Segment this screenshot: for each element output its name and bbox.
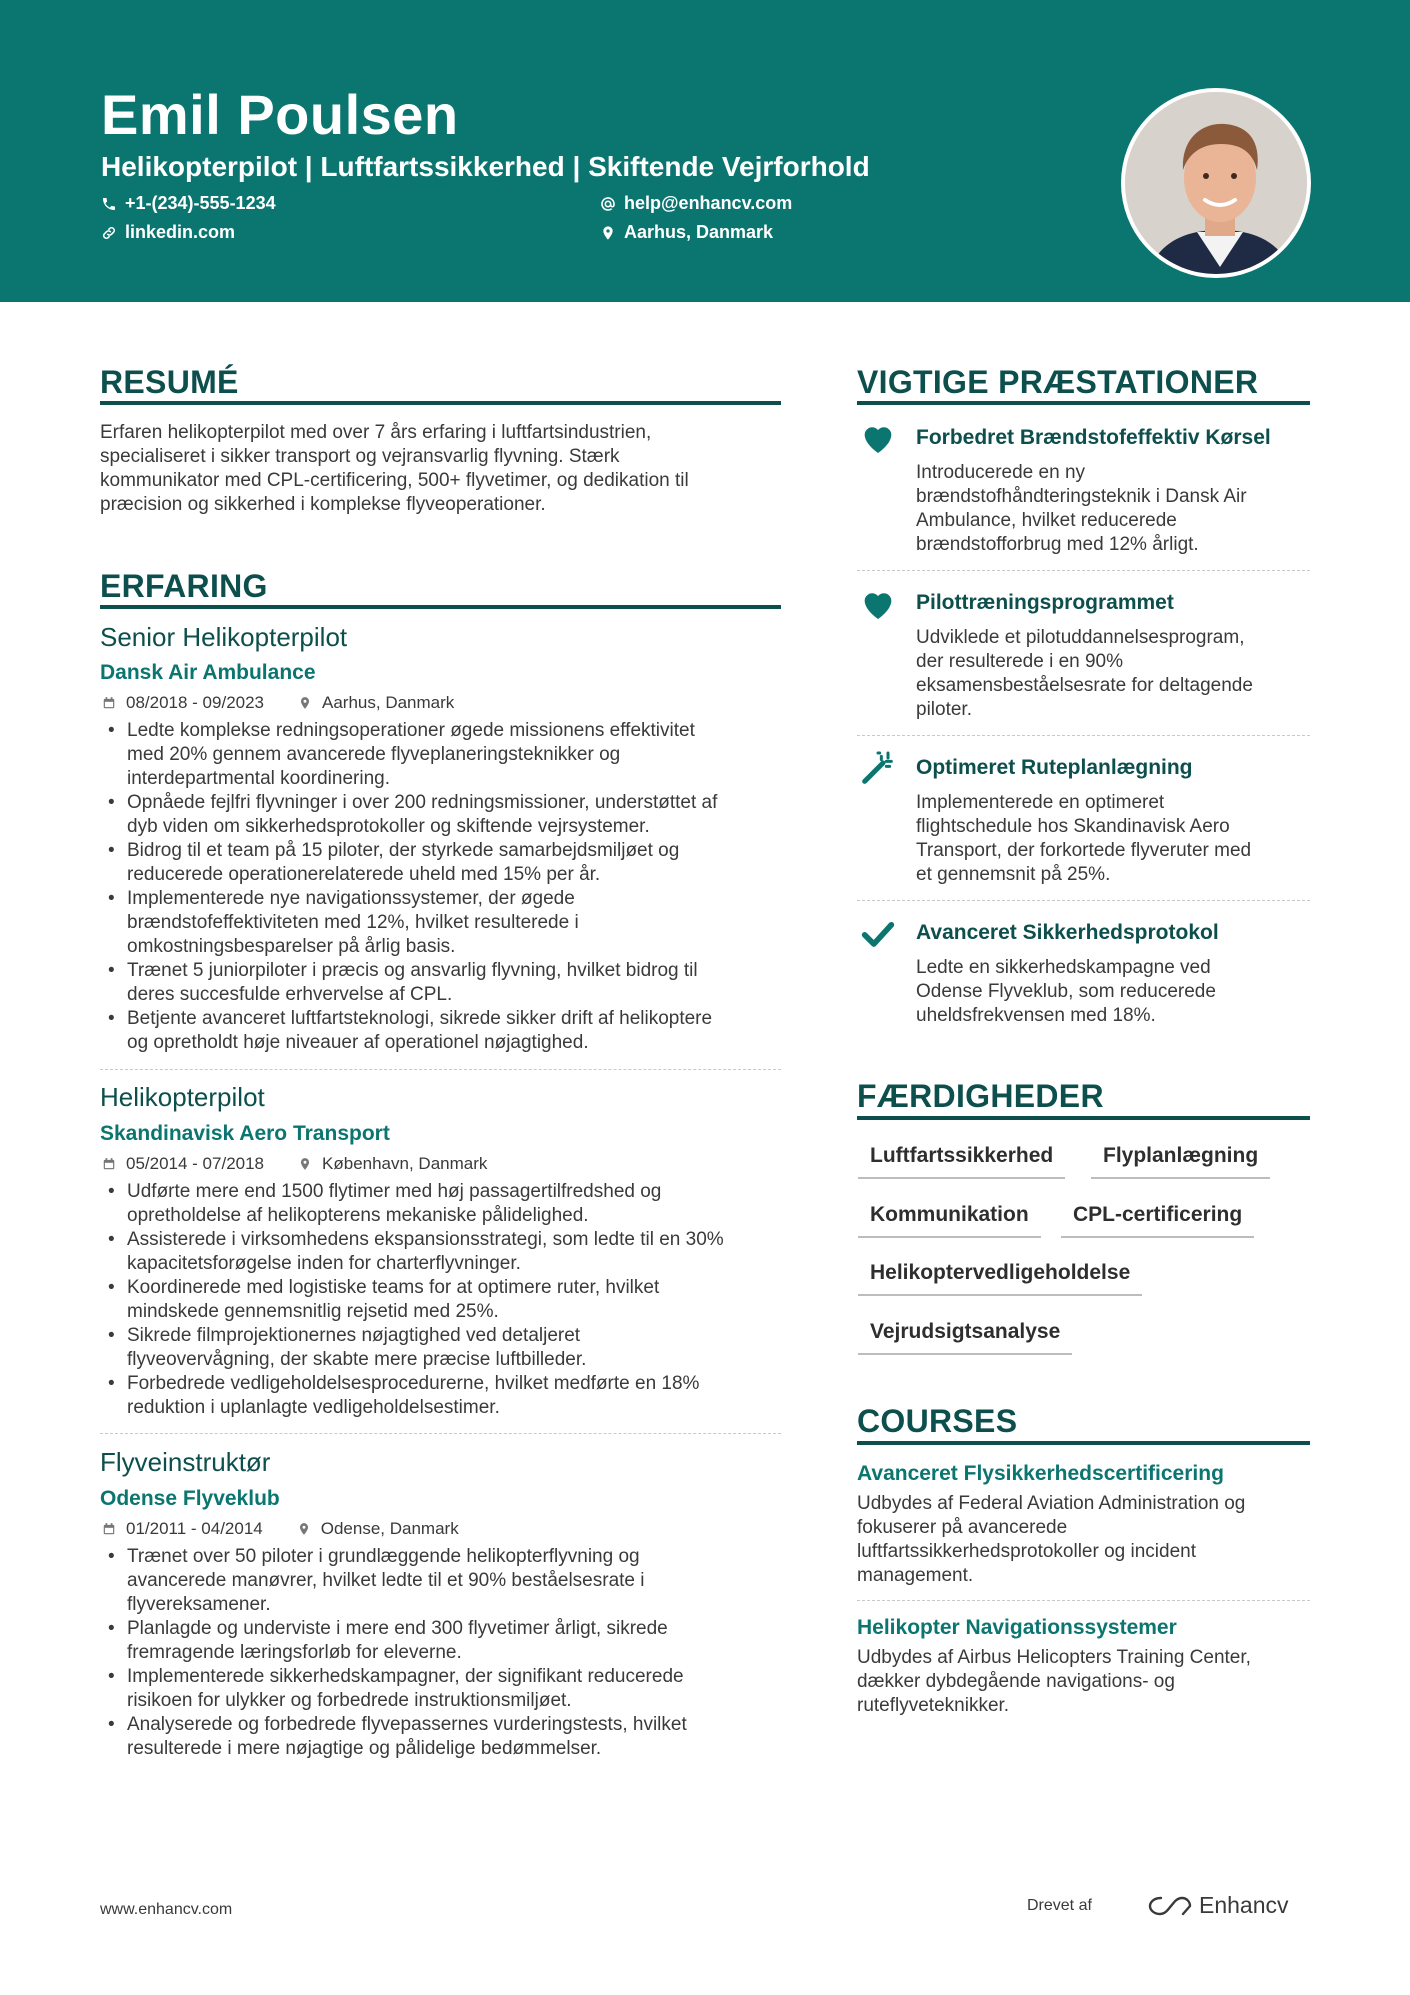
- linkedin-text[interactable]: linkedin.com: [125, 222, 236, 242]
- achievement-divider: [857, 735, 1310, 736]
- job-company: Odense Flyveklub: [100, 1487, 280, 1510]
- candidate-headline: Helikopterpilot | Luftfartssikkerhed | Skiftende Vejrforhold: [101, 151, 870, 182]
- job-company: Skandinavisk Aero Transport: [100, 1122, 390, 1145]
- footer-website[interactable]: www.enhancv.com: [100, 1901, 233, 1918]
- job-bullets: [100, 719, 790, 1055]
- job-role: Helikopterpilot: [100, 1082, 265, 1112]
- job-bullet: • Trænet 5 juniorpiloter i præcis og ansvarlig flyvning, hvilket bidrog til deres succesfulde erhvervelse af CPL.: [100, 959, 790, 1007]
- calendar-icon: [102, 1522, 116, 1536]
- portrait-image: [1125, 92, 1311, 278]
- skills-section-rule: [857, 1116, 1310, 1120]
- job-meta: [102, 1154, 487, 1174]
- calendar-icon: [102, 1157, 116, 1171]
- job-location: Aarhus, Danmark: [322, 693, 455, 712]
- enhancv-logo-icon: [1147, 1894, 1193, 1918]
- skill-tag: Vejrudsigtsanalyse: [858, 1315, 1072, 1355]
- achievements-section-rule: [857, 401, 1310, 405]
- enhancv-logo-text: Enhancv: [1199, 1892, 1289, 1918]
- location-pin-icon: [298, 696, 312, 710]
- summary-text: [100, 421, 689, 517]
- heart-icon: [857, 584, 899, 624]
- job-location: Odense, Danmark: [320, 1519, 459, 1538]
- location-pin-icon: [297, 1522, 311, 1536]
- job-bullet: • Analyserede og forbedrede flyvepassernes vurderingstests, hvilket resulterede i mere nøjagtige og pålidelige bedømmelser.: [100, 1713, 790, 1761]
- calendar-icon: [102, 696, 116, 710]
- at-icon: [600, 196, 616, 212]
- checkmark-icon: [857, 914, 899, 954]
- job-meta: [102, 693, 454, 713]
- job-divider: [100, 1433, 781, 1434]
- job-bullet: • Sikrede filmprojektionernes nøjagtighed ved detaljeret flyveovervågning, der skabte mere præcise luftbilleder.: [100, 1324, 790, 1372]
- job-bullet: • Bidrog til et team på 15 piloter, der styrkede samarbejdsmiljøet og reducerede operationerelaterede uheld med 15% per år.: [100, 839, 790, 887]
- course-description: Udbydes af Federal Aviation Administration og fokuserer på avancerede luftfartssikkerhedsprotokoller og incident management.: [857, 1493, 1246, 1586]
- job-role: Senior Helikopterpilot: [100, 622, 348, 652]
- email-text[interactable]: help@enhancv.com: [624, 193, 793, 213]
- job-dates: 08/2018 - 09/2023: [126, 693, 265, 712]
- summary-line: præcision og sikkerhed i komplekse flyveoperationer.: [100, 494, 546, 515]
- achievement-description: Ledte en sikkerhedskampagne ved Odense Flyveklub, som reducerede uheldsfrekvensen med 18%.: [916, 957, 1216, 1026]
- achievement-title: Avanceret Sikkerhedsprotokol: [916, 921, 1219, 944]
- contact-email[interactable]: [600, 193, 792, 214]
- job-bullet: • Assisterede i virksomhedens ekspansionsstrategi, som ledte til en 30% kapacitetsforøgelse inden for charterflyvninger.: [100, 1228, 790, 1276]
- job-bullet: • Implementerede nye navigationssystemer, der øgede brændstofeffektiviteten med 12%, hvilket resulterede i omkostningsbesparelser på årlig basis.: [100, 887, 790, 959]
- job-bullets: [100, 1545, 790, 1761]
- contact-phone: [101, 193, 276, 214]
- job-bullet: • Betjente avanceret luftfartsteknologi, sikrede sikker drift af helikoptere og opretholdt høje niveauer af operationel nøjagtighed.: [100, 1007, 790, 1055]
- magic-wand-icon: [857, 748, 899, 788]
- skill-tag: CPL-certificering: [1061, 1198, 1254, 1238]
- achievements-section-title: VIGTIGE PRÆSTATIONER: [857, 364, 1259, 400]
- job-bullet: • Ledte komplekse redningsoperationer øgede missionens effektivitet med 20% gennem avancerede flyveplaneringsteknikker og interdepartmental koordinering.: [100, 719, 790, 791]
- course-title: Helikopter Navigationssystemer: [857, 1616, 1177, 1639]
- job-bullet: • Implementerede sikkerhedskampagner, der signifikant reducerede risikoen for ulykker og forbedrede instruktionsmiljøet.: [100, 1665, 790, 1713]
- achievement-description: Udviklede et pilotuddannelsesprogram, der resulterede i en 90% eksamensbeståelsesrate for deltagende piloter.: [916, 627, 1253, 720]
- job-dates: 01/2011 - 04/2014: [126, 1519, 263, 1538]
- resume-header: [0, 0, 1410, 302]
- link-icon: [101, 225, 117, 241]
- course-title: Avanceret Flysikkerhedscertificering: [857, 1462, 1224, 1485]
- job-meta: [102, 1519, 459, 1539]
- job-divider: [100, 1069, 781, 1070]
- contact-location: [600, 222, 773, 243]
- skills-section-title: FÆRDIGHEDER: [857, 1078, 1104, 1114]
- enhancv-logo[interactable]: [1147, 1892, 1289, 1919]
- achievement-description: Implementerede en optimeret flightschedule hos Skandinavisk Aero Transport, der forkortede flyveruter med et gennemsnit på 25%.: [916, 792, 1252, 885]
- summary-line: specialiseret i sikker transport og vejransvarlig flyvning. Stærk: [100, 446, 620, 467]
- job-bullet: • Udførte mere end 1500 flytimer med høj passagertilfredshed og opretholdelse af helikopterens mekaniske pålidelighed.: [100, 1180, 790, 1228]
- job-company: Dansk Air Ambulance: [100, 661, 316, 684]
- courses-section-rule: [857, 1441, 1310, 1445]
- job-bullets: [100, 1180, 790, 1420]
- location-pin-icon: [298, 1157, 312, 1171]
- heart-icon: [857, 418, 899, 458]
- achievement-divider: [857, 900, 1310, 901]
- experience-section-title: ERFARING: [100, 568, 268, 604]
- job-bullet: • Koordinerede med logistiske teams for at optimere ruter, hvilket mindskede gennemsnitlig rejsetid med 25%.: [100, 1276, 790, 1324]
- job-dates: 05/2014 - 07/2018: [126, 1154, 265, 1173]
- candidate-name: Emil Poulsen: [101, 83, 459, 146]
- summary-section-title: RESUMÉ: [100, 364, 239, 400]
- summary-line: kommunikator med CPL-certificering, 500+ flyvetimer, og dedikation til: [100, 470, 689, 491]
- job-bullet: • Planlagde og underviste i mere end 300 flyvetimer årligt, sikrede fremragende læringsforløb for eleverne.: [100, 1617, 790, 1665]
- summary-line: Erfaren helikopterpilot med over 7 års erfaring i luftfartsindustrien,: [100, 422, 652, 443]
- phone-icon: [101, 196, 117, 212]
- contact-linkedin[interactable]: [101, 222, 235, 243]
- course-description: Udbydes af Airbus Helicopters Training Center, dækker dybdegående navigations- og ruteflyveteknikker.: [857, 1647, 1251, 1716]
- job-bullet: • Trænet over 50 piloter i grundlæggende helikopterflyvning og avancerede manøvrer, hvilket ledte til et 90% beståelsesrate i flyvereksamener.: [100, 1545, 790, 1617]
- summary-section-rule: [100, 401, 781, 405]
- skill-tag: Flyplanlægning: [1091, 1139, 1270, 1179]
- phone-text: +1-(234)-555-1234: [125, 193, 276, 213]
- achievement-title: Pilottræningsprogrammet: [916, 591, 1174, 614]
- job-role: Flyveinstruktør: [100, 1447, 271, 1477]
- skill-tag: Luftfartssikkerhed: [858, 1139, 1065, 1179]
- experience-section-rule: [100, 605, 781, 609]
- achievement-divider: [857, 570, 1310, 571]
- course-divider: [857, 1600, 1310, 1601]
- job-bullet: • Forbedrede vedligeholdelsesprocedurerne, hvilket medførte en 18% reduktion i uplanlagte vedligeholdelsestimer.: [100, 1372, 790, 1420]
- location-pin-icon: [600, 225, 616, 241]
- job-location: København, Danmark: [322, 1154, 488, 1173]
- skill-tag: Kommunikation: [858, 1198, 1041, 1238]
- location-text: Aarhus, Danmark: [624, 222, 774, 242]
- skill-tag: Helikoptervedligeholdelse: [858, 1256, 1142, 1296]
- job-bullet: • Opnåede fejlfri flyvninger i over 200 redningsmissioner, understøttet af dyb viden om sikkerhedsprotokoller og skiftende vejrsystemer.: [100, 791, 790, 839]
- achievement-title: Optimeret Ruteplanlægning: [916, 756, 1193, 779]
- profile-photo: [1121, 88, 1311, 278]
- achievement-description: Introducerede en ny brændstofhåndteringsteknik i Dansk Air Ambulance, hvilket reducerede brændstofforbrug med 12% årligt.: [916, 462, 1247, 555]
- achievement-title: Forbedret Brændstofeffektiv Kørsel: [916, 426, 1271, 449]
- courses-section-title: COURSES: [857, 1403, 1018, 1439]
- footer-powered-by: Drevet af: [1027, 1897, 1092, 1914]
